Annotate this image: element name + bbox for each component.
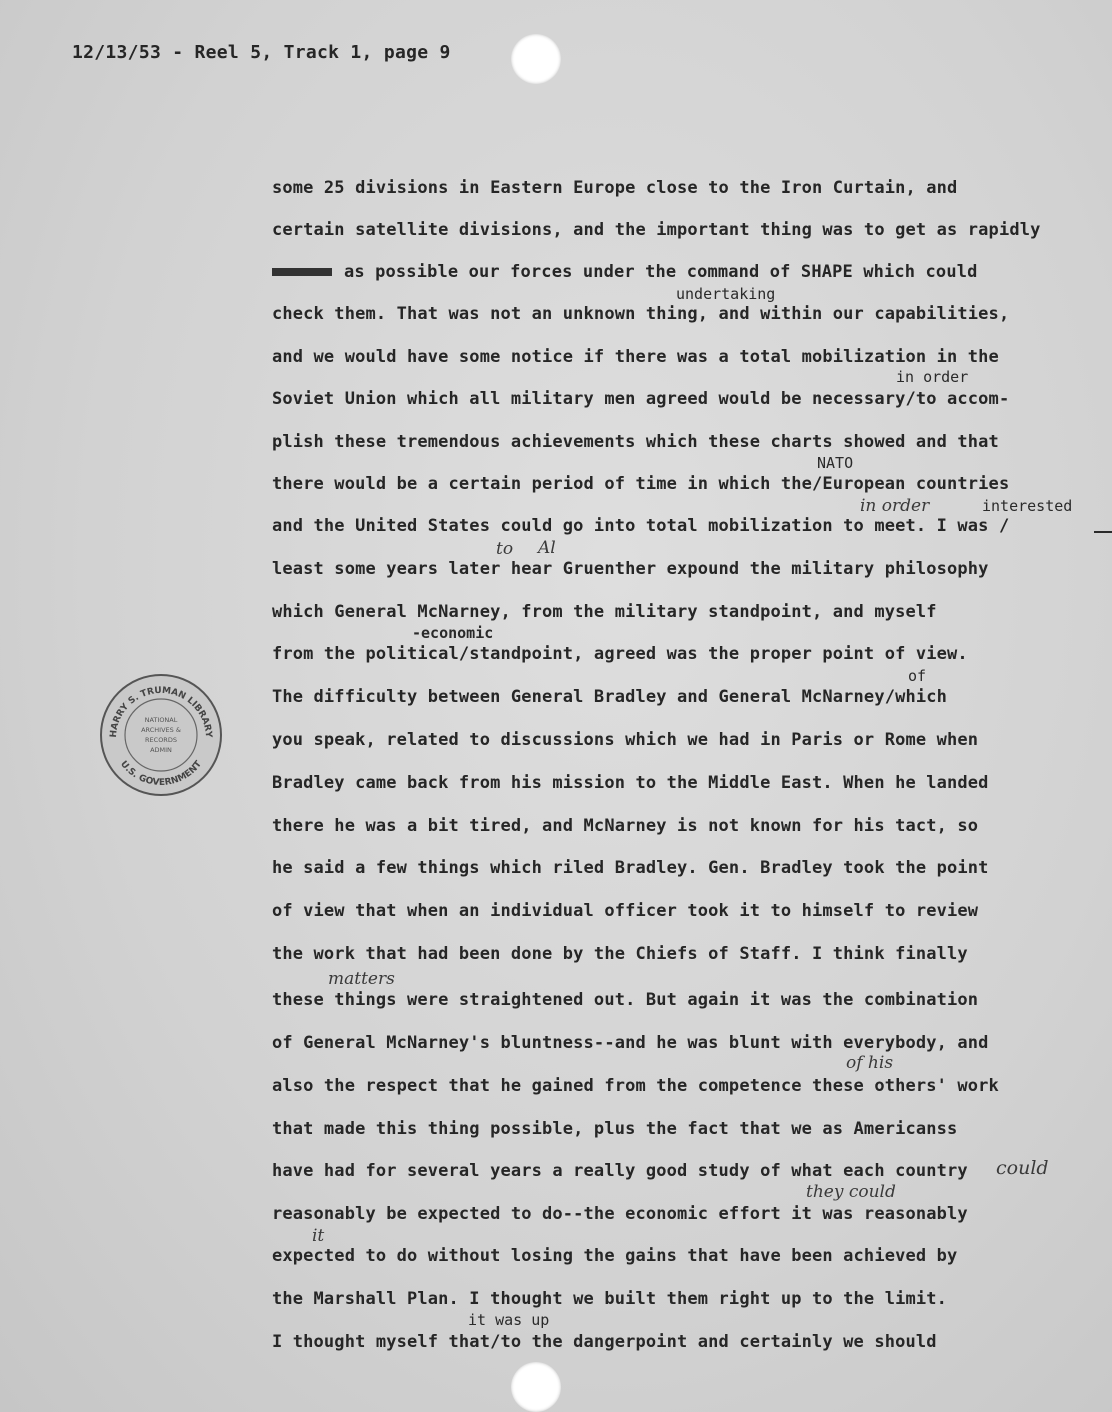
- body-line: check them. That was not an unknown thing, and within our capabilities,: [272, 304, 1010, 324]
- body-line: as possible our forces under the command of SHAPE which could: [272, 260, 977, 284]
- body-line: Bradley came back from his mission to the Middle East. When he landed: [272, 773, 989, 793]
- punch-hole: [511, 34, 561, 84]
- stamp-center-text: ADMIN: [150, 746, 172, 754]
- body-line: The difficulty between General Bradley and General McNarney/which: [272, 687, 948, 707]
- insert-annotation: -economic: [412, 624, 494, 642]
- stamp-center-text: ARCHIVES &: [141, 726, 181, 734]
- body-line: also the respect that he gained from the competence these others' work: [272, 1076, 999, 1096]
- stamp-center-text: RECORDS: [145, 736, 177, 744]
- body-line: these things were straightened out. But again it was the combination: [272, 990, 979, 1010]
- body-line: of view that when an individual officer took it to himself to review: [272, 901, 979, 921]
- body-line: Soviet Union which all military men agreed would be necessary/to accom-: [272, 389, 1010, 409]
- body-line: I thought myself that/to the dangerpoint and certainly we should: [272, 1332, 937, 1352]
- insert-annotation: NATO: [817, 454, 854, 472]
- body-line: from the political/standpoint, agreed was the proper point of view.: [272, 644, 968, 664]
- handwritten-note: matters: [328, 969, 395, 989]
- handwritten-note: could: [996, 1157, 1049, 1179]
- handwritten-note: to: [496, 539, 514, 559]
- body-line: least some years later hear Gruenther expound the military philosophy: [272, 559, 989, 579]
- body-line: you speak, related to discussions which we had in Paris or Rome when: [272, 730, 979, 750]
- insert-annotation: undertaking: [676, 285, 776, 303]
- redaction-mark: [272, 268, 332, 276]
- body-line: there would be a certain period of time in which the/European countries: [272, 474, 1010, 494]
- punch-hole: [511, 1362, 561, 1412]
- body-line: of General McNarney's bluntness--and he was blunt with everybody, and: [272, 1033, 989, 1053]
- insert-annotation: in order: [896, 368, 969, 386]
- archive-stamp: [98, 672, 224, 798]
- body-line: reasonably be expected to do--the economic effort it was reasonably: [272, 1204, 968, 1224]
- stamp-center-text: NATIONAL: [144, 716, 178, 724]
- insert-annotation: interested: [982, 497, 1073, 515]
- insert-annotation: it was up: [468, 1311, 550, 1329]
- body-line: some 25 divisions in Eastern Europe close to the Iron Curtain, and: [272, 178, 958, 198]
- body-line: which General McNarney, from the military standpoint, and myself: [272, 602, 937, 622]
- body-line: certain satellite divisions, and the important thing was to get as rapidly: [272, 220, 1041, 240]
- body-line: the work that had been done by the Chiefs of Staff. I think finally: [272, 944, 968, 964]
- handwritten-note: in order: [860, 496, 930, 516]
- body-line: and we would have some notice if there was a total mobilization in the: [272, 347, 999, 367]
- handwritten-note: it: [312, 1226, 325, 1246]
- margin-line: [1094, 531, 1112, 533]
- body-line: expected to do without losing the gains that have been achieved by: [272, 1246, 958, 1266]
- stamp-bottom-text: U.S. GOVERNMENT: [118, 759, 204, 789]
- body-line: the Marshall Plan. I thought we built them right up to the limit.: [272, 1289, 948, 1309]
- handwritten-note: Al: [538, 538, 556, 558]
- page-header: 12/13/53 - Reel 5, Track 1, page 9: [72, 42, 451, 63]
- handwritten-note: of his: [846, 1053, 894, 1073]
- handwritten-note: they could: [806, 1182, 896, 1202]
- insert-annotation: of: [908, 667, 927, 685]
- stamp-top-text: HARRY S. TRUMAN LIBRARY: [108, 685, 214, 739]
- body-line: that made this thing possible, plus the fact that we as Americanss: [272, 1119, 958, 1139]
- body-line: he said a few things which riled Bradley. Gen. Bradley took the point: [272, 858, 989, 878]
- body-line: and the United States could go into total mobilization to meet. I was /: [272, 516, 1010, 536]
- body-line: plish these tremendous achievements which these charts showed and that: [272, 432, 999, 452]
- body-line: have had for several years a really good study of what each country: [272, 1161, 968, 1181]
- body-line: there he was a bit tired, and McNarney is not known for his tact, so: [272, 816, 979, 836]
